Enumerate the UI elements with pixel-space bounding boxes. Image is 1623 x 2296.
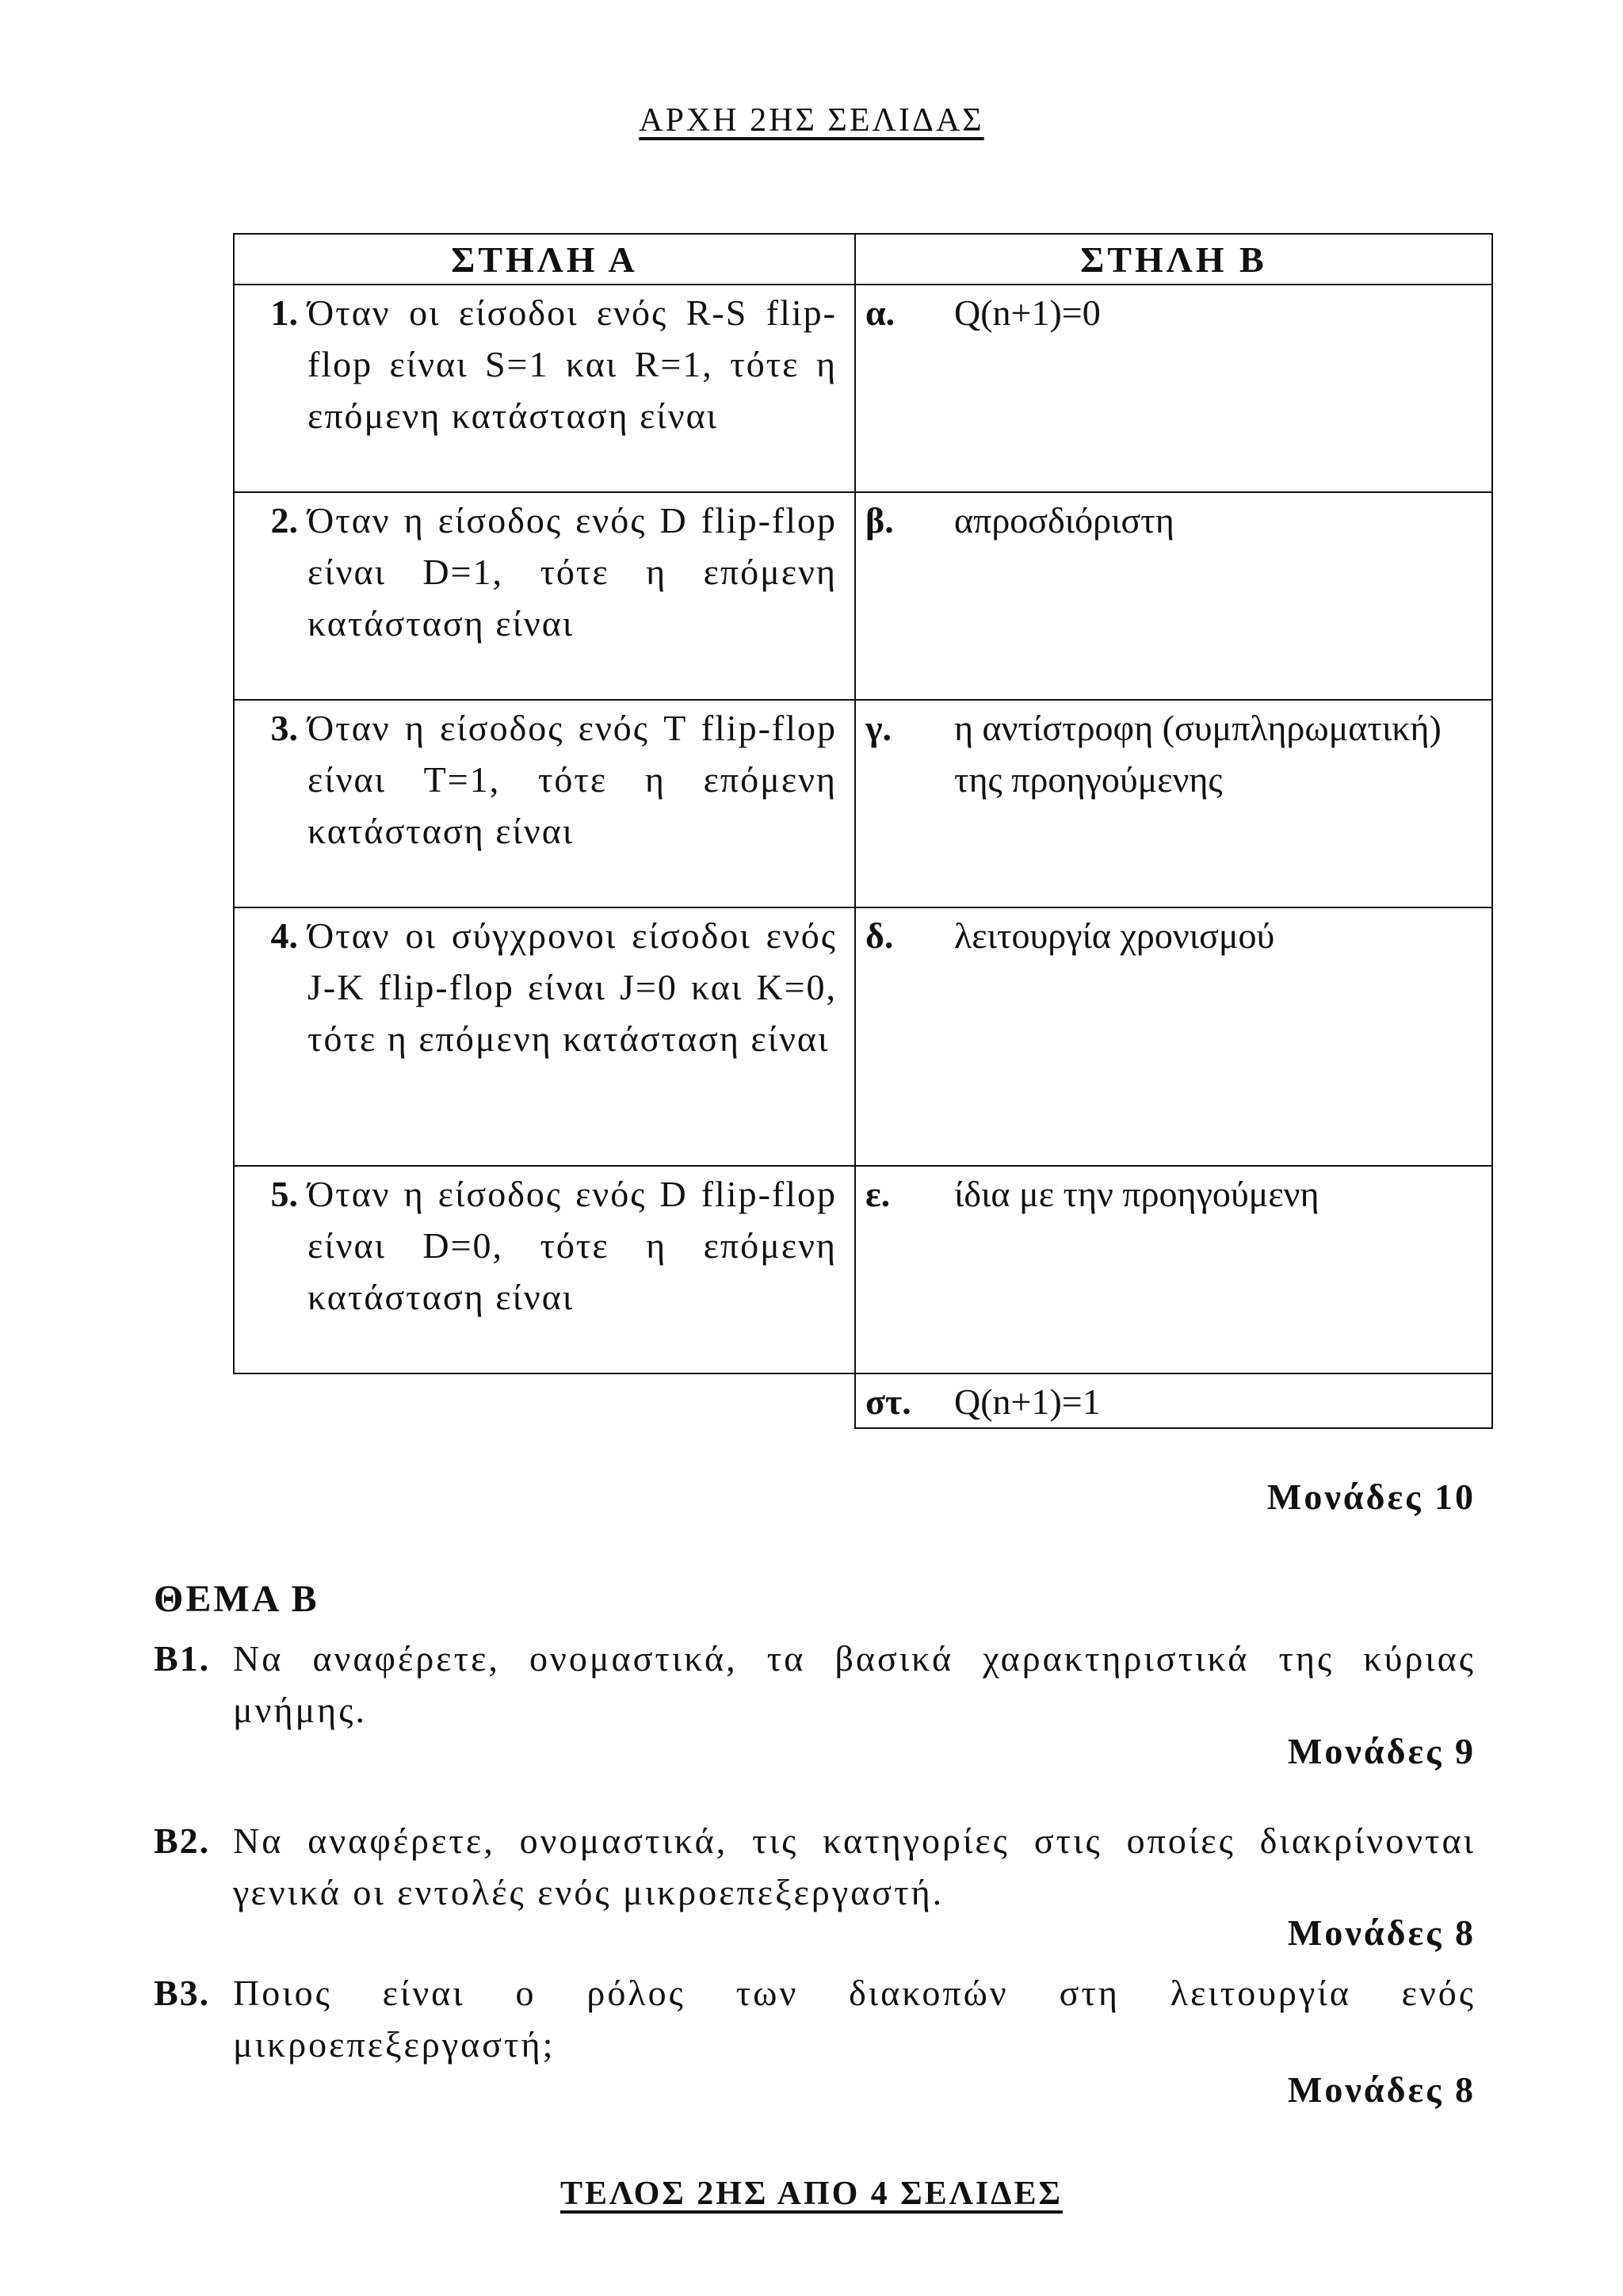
item-text: Όταν οι σύγχρονοι είσοδοι ενός J-K flip-flop είναι J=0 και K=0, τότε η επόμενη κατάσταση είναι [307,915,837,1059]
item-number: 5. [270,1174,298,1214]
units-label: Μονάδες 9 [1287,1731,1476,1771]
question-text: Ποιος είναι ο ρόλος των διακοπών στη λειτουργία ενός μικροεπεξεργαστή; [233,1973,1476,2065]
column-b-cell [855,1373,1492,1428]
question-id: Β2. [154,1820,211,1861]
page-footer [0,2175,1623,2213]
units-label: Μονάδες 8 [1287,2069,1476,2110]
column-b-cell [855,285,1492,492]
option-text: η αντίστροφη (συμπληρωματική) της προηγούμενης [954,708,1442,800]
question-b1 [154,1633,1476,1736]
item-number: 3. [270,708,298,748]
column-b-header: ΣΤΗΛΗ Β [855,234,1492,285]
option-label: ε. [865,1174,891,1214]
option-text: Q(n+1)=0 [954,292,1101,333]
option-label: δ. [865,915,894,956]
page-header [0,101,1623,139]
option-label: β. [865,500,894,541]
question-id: Β1. [154,1638,211,1679]
option-label: στ. [865,1381,911,1422]
item-text: Όταν η είσοδος ενός D flip-flop είναι D=0, τότε η επόμενη κατάσταση είναι [307,1174,837,1317]
units-label: Μονάδες 8 [1287,1912,1476,1953]
table-header-row [234,234,1492,285]
question-text: Να αναφέρετε, ονομαστικά, τις κατηγορίες στις οποίες διακρίνονται γενικά οι εντολές ενός μικροεπεξεργαστή. [233,1820,1476,1912]
table-row [234,1166,1492,1373]
empty-cell [234,1373,855,1428]
item-number: 2. [270,500,298,541]
page-footer-text: ΤΕΛΟΣ 2ΗΣ ΑΠΟ 4 ΣΕΛΙΔΕΣ [559,2176,1064,2212]
option-label: γ. [865,708,892,748]
option-text: ίδια με την προηγούμενη [954,1174,1319,1214]
column-a-cell [234,285,855,492]
column-a-cell [234,492,855,700]
column-b-cell [855,492,1492,700]
option-label: α. [865,292,896,333]
table-row [234,907,1492,1166]
question-b2 [154,1815,1476,1918]
item-text: Όταν η είσοδος ενός T flip-flop είναι T=1, τότε η επόμενη κατάσταση είναι [307,708,837,851]
question-id: Β3. [154,1973,211,2013]
column-a-cell [234,907,855,1166]
item-text: Όταν οι είσοδοι ενός R-S flip-flop είναι S=1 και R=1, τότε η επόμενη κατάσταση είναι [307,292,837,436]
item-text: Όταν η είσοδος ενός D flip-flop είναι D=1, τότε η επόμενη κατάσταση είναι [307,500,837,644]
question-b3 [154,1967,1476,2070]
column-b-cell [855,1166,1492,1373]
column-a-header: ΣΤΗΛΗ Α [234,234,855,285]
item-number: 1. [270,292,298,333]
column-b-cell [855,700,1492,907]
option-text: απροσδιόριστη [954,500,1174,541]
column-a-cell [234,700,855,907]
units-label: Μονάδες 10 [1266,1477,1476,1517]
table-row [234,492,1492,700]
option-text: Q(n+1)=1 [954,1381,1101,1422]
column-a-cell [234,1166,855,1373]
question-text: Να αναφέρετε, ονομαστικά, τα βασικά χαρακτηριστικά της κύριας μνήμης. [233,1638,1476,1730]
option-text: λειτουργία χρονισμού [954,915,1275,956]
table-row-extra [234,1373,1492,1428]
matching-table [233,233,1493,1429]
table-row [234,285,1492,492]
page-header-text: ΑΡΧΗ 2ΗΣ ΣΕΛΙΔΑΣ [639,102,984,139]
table-row [234,700,1492,907]
section-title: ΘΕΜΑ Β [154,1578,319,1620]
column-b-cell [855,907,1492,1166]
item-number: 4. [270,915,298,956]
